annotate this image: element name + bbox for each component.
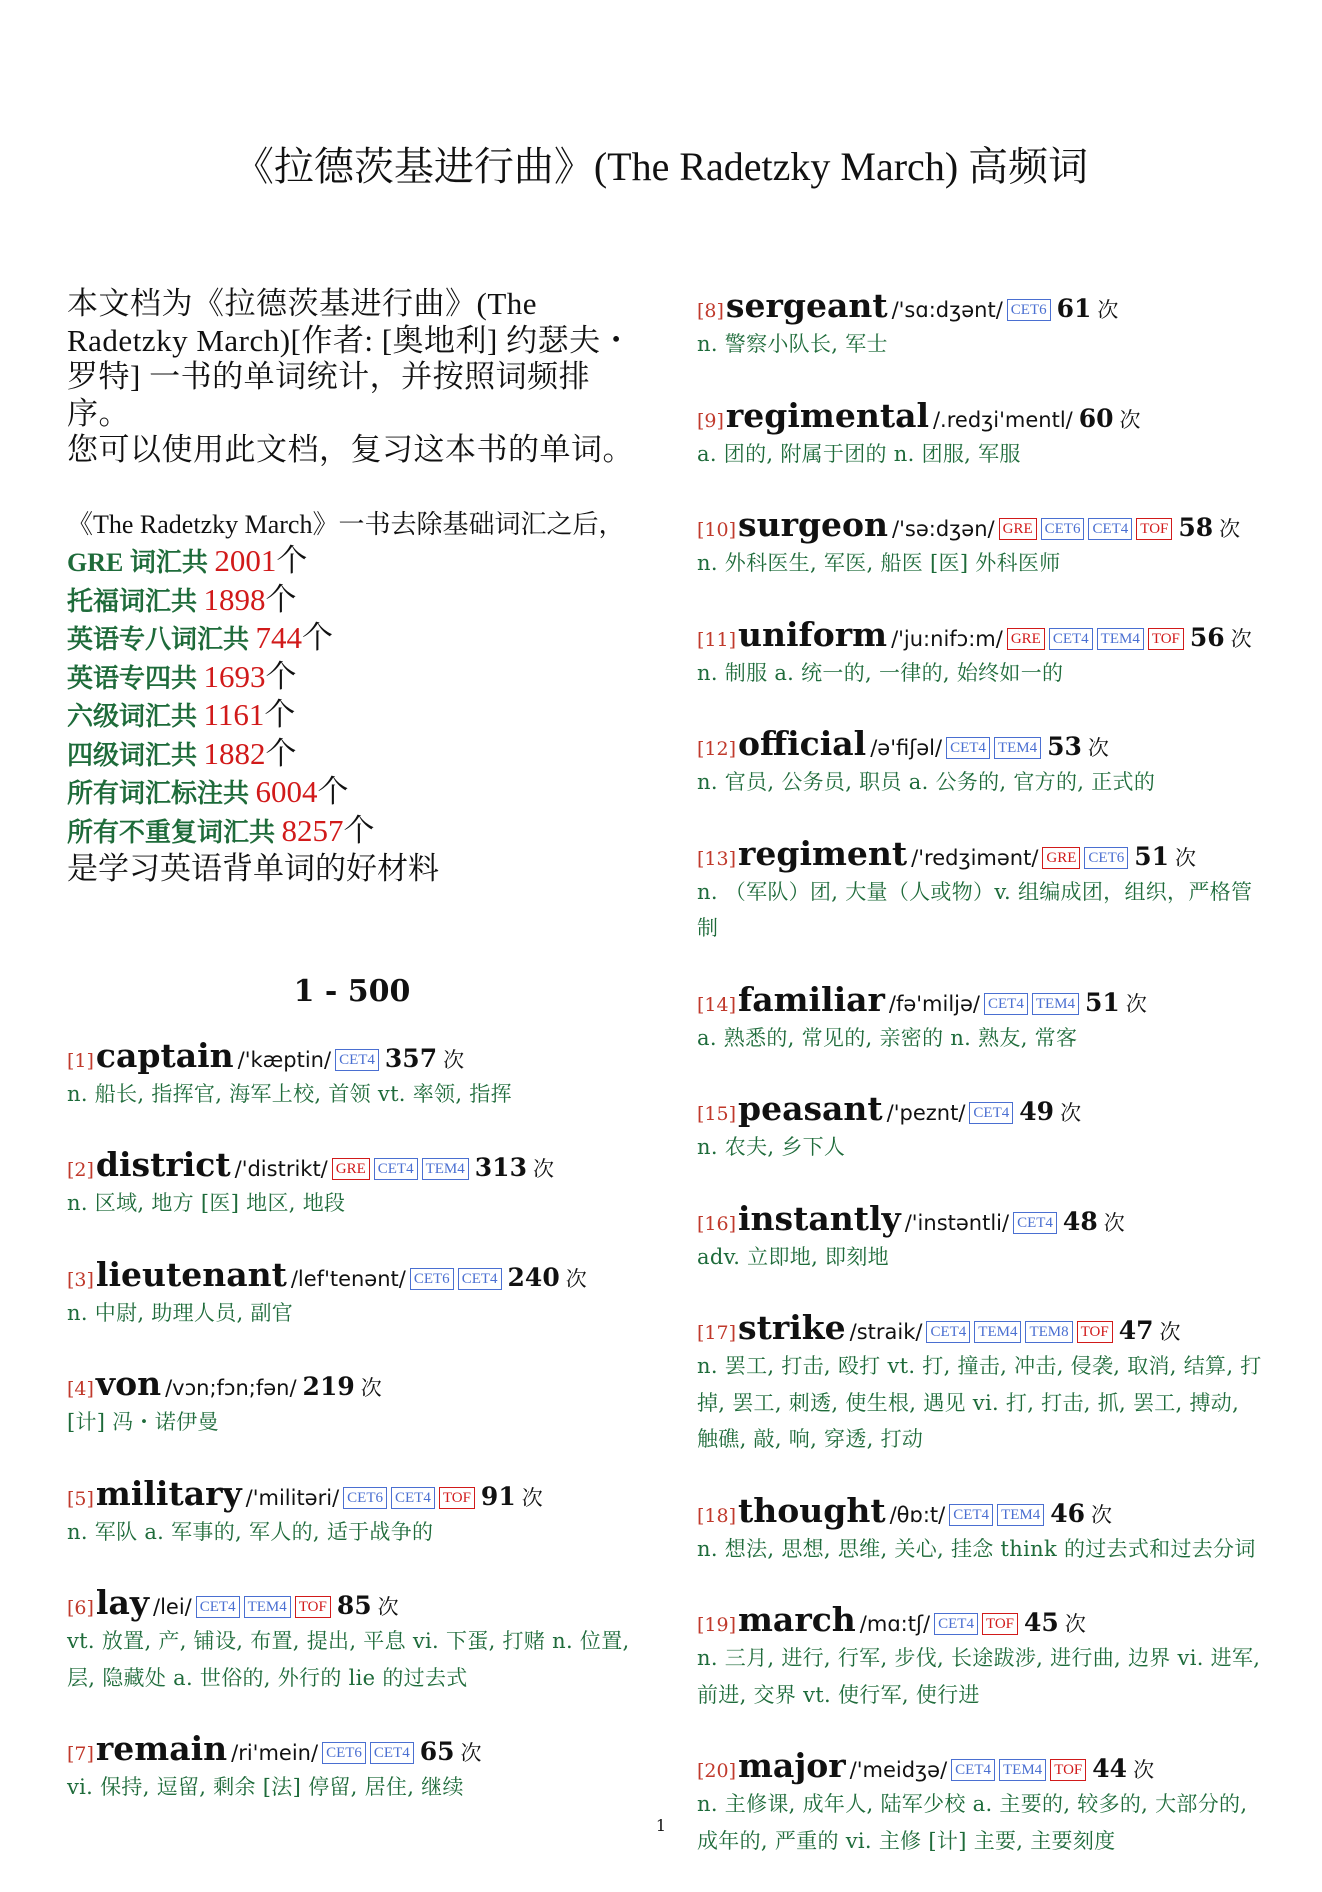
entry-phonetic: /lei/	[153, 1595, 192, 1619]
entry-list-left	[67, 1036, 637, 1806]
level-tag: TEM4	[422, 1158, 469, 1180]
stats-mid: 共	[171, 702, 204, 731]
entry-index: [9]	[697, 409, 724, 432]
level-tag: CET4	[1049, 628, 1093, 650]
entry-word: regimental	[725, 395, 929, 435]
entry-count: 48	[1062, 1206, 1098, 1236]
entry-definition: n. 警察小队长, 军士	[697, 332, 888, 356]
word-entry	[697, 1199, 1267, 1276]
entry-definition: n. 三月, 进行, 行军, 步伐, 长途跋涉, 进行曲, 边界 vi. 进军, 前进, 交界 vt. 使行军, 使行进	[697, 1646, 1261, 1707]
entry-head	[697, 1491, 1267, 1531]
entry-phonetic: /ri'mein/	[231, 1741, 319, 1765]
word-entry	[67, 1474, 637, 1551]
entry-index: [5]	[67, 1487, 94, 1510]
entry-definition: n. 制服 a. 统一的, 一律的, 始终如一的	[697, 660, 1064, 685]
entry-unit: 次	[1219, 517, 1241, 541]
entry-count: 51	[1085, 987, 1120, 1017]
level-tag: CET4	[335, 1049, 379, 1071]
level-tag: TOF	[295, 1596, 331, 1618]
word-entry	[697, 615, 1267, 692]
entry-unit: 次	[443, 1047, 465, 1072]
entry-word: von	[95, 1364, 162, 1403]
stats-suffix: 个	[264, 697, 296, 732]
left-column	[67, 286, 637, 1839]
entry-definition: a. 团的, 附属于团的 n. 团服, 军服	[697, 441, 1021, 466]
entry-count: 49	[1019, 1097, 1055, 1126]
word-entry	[697, 1308, 1267, 1458]
level-tag: CET4	[951, 1759, 995, 1781]
entry-head	[697, 505, 1267, 545]
stats-suffix: 个	[265, 581, 297, 617]
entry-index: [12]	[697, 738, 737, 760]
entry-unit: 次	[1159, 1320, 1181, 1344]
intro-paragraph: 您可以使用此文档，复习这本书的单词。	[67, 432, 634, 467]
entry-unit: 次	[565, 1266, 587, 1291]
entry-word: peasant	[738, 1089, 883, 1128]
stats-suffix: 个	[302, 620, 334, 655]
stats-block	[67, 507, 637, 888]
stats-line	[67, 659, 637, 698]
entry-definition: n. 想法, 思想, 思维, 关心, 挂念 think 的过去式和过去分词	[697, 1536, 1256, 1561]
level-tag: GRE	[1042, 847, 1080, 869]
right-column	[697, 286, 1267, 1892]
entry-count: 85	[336, 1591, 372, 1620]
stats-suffix: 个	[265, 658, 297, 694]
stats-line	[67, 543, 637, 582]
entry-head	[697, 1199, 1267, 1239]
entry-index: [8]	[697, 300, 724, 322]
entry-phonetic: /'militəri/	[245, 1485, 340, 1510]
entry-word: lay	[95, 1583, 150, 1622]
entry-phonetic: /θɒ:t/	[889, 1502, 946, 1527]
word-entry	[697, 286, 1267, 363]
level-tag: CET4	[196, 1596, 240, 1618]
level-tag: TEM4	[244, 1596, 291, 1618]
entry-phonetic: /.redʒi'mentl/	[932, 407, 1073, 432]
stats-value: 744	[255, 620, 303, 655]
entry-unit: 次	[521, 1485, 543, 1510]
stats-line	[67, 582, 637, 621]
intro-paragraph: 本文档为《拉德茨基进行曲》(The Radetzky March)[作者: [奥地利] 约瑟夫・罗特] 一书的单词统计，并按照词频排序。	[67, 286, 633, 431]
page-number: 1	[655, 1816, 667, 1835]
page-title: 《拉德茨基进行曲》(The Radetzky March) 高频词	[233, 144, 1089, 189]
entry-phonetic: /'sɑ:dʒənt/	[891, 298, 1003, 322]
entry-head	[67, 1364, 637, 1404]
entry-count: 91	[480, 1481, 516, 1511]
entry-index: [2]	[67, 1159, 94, 1181]
level-tag: CET4	[984, 993, 1028, 1015]
level-tag: CET4	[946, 737, 990, 759]
level-tag: CET6	[410, 1268, 454, 1290]
entry-unit: 次	[1087, 736, 1109, 760]
stats-mid: 共	[223, 779, 256, 808]
entry-count: 240	[507, 1262, 560, 1292]
level-tag: GRE	[332, 1158, 370, 1180]
entry-head	[67, 1255, 637, 1295]
stats-label: 英语专四	[67, 663, 172, 693]
entry-count: 60	[1078, 403, 1114, 433]
word-entry	[67, 1583, 637, 1696]
entry-word: instantly	[738, 1198, 901, 1238]
entry-unit: 次	[1060, 1101, 1082, 1125]
level-tag: CET4	[1088, 518, 1132, 540]
level-tag: CET4	[391, 1487, 435, 1509]
entry-head	[697, 1308, 1267, 1348]
entry-phonetic: /'distrikt/	[234, 1157, 328, 1181]
entry-definition: a. 熟悉的, 常见的, 亲密的 n. 熟友, 常客	[697, 1025, 1078, 1050]
stats-label: 所有词汇标注	[67, 779, 224, 808]
stats-line	[67, 736, 637, 775]
entry-unit: 次	[1133, 1758, 1155, 1782]
stats-line	[67, 697, 637, 736]
entry-count: 51	[1134, 841, 1170, 871]
entry-phonetic: /straik/	[849, 1320, 923, 1344]
stats-mid: 共	[171, 740, 204, 770]
level-tag: TEM4	[974, 1321, 1021, 1343]
entry-index: [1]	[67, 1049, 94, 1072]
entry-index: [6]	[67, 1597, 94, 1619]
level-tag: TEM4	[997, 1504, 1044, 1526]
stats-line	[67, 774, 637, 813]
entry-count: 45	[1024, 1608, 1059, 1637]
entry-head	[697, 834, 1267, 874]
entry-definition: n. 农夫, 乡下人	[697, 1135, 846, 1159]
word-entry	[67, 1364, 637, 1441]
entry-index: [10]	[697, 519, 737, 541]
entry-head	[697, 724, 1267, 764]
stats-lead: 《The Radetzky March》一书去除基础词汇之后，	[67, 509, 625, 539]
word-entry	[67, 1145, 637, 1222]
entry-phonetic: /vɔn;fɔn;fən/	[165, 1376, 297, 1400]
entry-index: [16]	[697, 1212, 737, 1235]
stats-value: 1898	[203, 581, 266, 617]
entry-definition: n. （军队）团, 大量（人或物）v. 组编成团，组织，严格管制	[697, 879, 1253, 940]
word-entry	[67, 1036, 637, 1113]
entry-index: [11]	[697, 628, 737, 651]
entry-definition: n. 区域, 地方 [医] 地区, 地段	[67, 1191, 346, 1215]
stats-suffix: 个	[317, 774, 349, 809]
entry-phonetic: /fə'miljə/	[888, 991, 981, 1016]
word-entry	[697, 505, 1267, 582]
intro	[67, 286, 637, 469]
entry-head	[697, 1600, 1267, 1640]
level-tag: TOF	[1050, 1759, 1086, 1781]
entry-count: 46	[1050, 1498, 1086, 1528]
stats-mid: 共	[171, 663, 204, 693]
entry-head	[697, 615, 1267, 655]
word-entry	[67, 1729, 637, 1806]
level-tag: TEM4	[994, 737, 1041, 759]
word-entry	[697, 724, 1267, 801]
entry-head	[697, 980, 1267, 1020]
stats-suffix: 个	[276, 543, 308, 578]
stats-label: GRE 词汇	[67, 548, 182, 577]
word-entry	[697, 1600, 1267, 1713]
entry-phonetic: /'peznt/	[886, 1101, 966, 1125]
entry-head	[67, 1729, 637, 1769]
entry-unit: 次	[1103, 1210, 1125, 1235]
entry-word: military	[95, 1473, 242, 1513]
entry-unit: 次	[377, 1595, 399, 1619]
entry-word: official	[738, 724, 867, 763]
stats-value: 2001	[214, 543, 277, 578]
entry-phonetic: /'ju:nifɔ:m/	[891, 626, 1003, 651]
word-entry	[697, 834, 1267, 947]
stats-tail: 是学习英语背单词的好材料	[67, 851, 439, 886]
level-tag: TOF	[439, 1487, 475, 1509]
entry-definition: n. 罢工, 打击, 殴打 vt. 打, 撞击, 冲击, 侵袭, 取消, 结算, 打掉, 罢工, 刺透, 使生根, 遇见 vi. 打, 打击, 抓, 罢工, 搏动, 触礁, 敲, 响, 穿透, 打动	[697, 1354, 1262, 1451]
stats-mid: 共	[249, 817, 282, 847]
entry-head	[67, 1474, 637, 1514]
word-entry	[697, 396, 1267, 473]
entry-definition: [计] 冯・诺伊曼	[67, 1410, 219, 1434]
entry-word: familiar	[738, 979, 885, 1019]
stats-label: 托福词汇	[67, 586, 172, 616]
stats-value: 1693	[203, 658, 266, 694]
entry-head	[697, 1746, 1267, 1786]
word-entry	[697, 1746, 1267, 1859]
level-tag: GRE	[999, 518, 1037, 540]
level-tag: CET4	[949, 1504, 993, 1526]
entry-definition: n. 外科医生, 军医, 船医 [医] 外科医师	[697, 551, 1061, 575]
level-tag: TEM8	[1025, 1321, 1072, 1343]
level-tag: CET6	[1007, 299, 1051, 321]
level-tag: TOF	[1077, 1321, 1113, 1343]
level-tag: CET4	[370, 1742, 414, 1764]
entry-definition: vi. 保持, 逗留, 剩余 [法] 停留, 居住, 继续	[67, 1775, 464, 1799]
stats-mid: 共	[171, 586, 204, 616]
level-tag: TEM4	[1097, 628, 1144, 650]
entry-unit: 次	[1091, 1502, 1113, 1527]
stats-value: 8257	[281, 812, 344, 848]
entry-count: 219	[302, 1372, 355, 1401]
stats-suffix: 个	[265, 735, 297, 771]
level-tag: CET4	[969, 1102, 1013, 1124]
entry-phonetic: /'redʒimənt/	[911, 845, 1039, 870]
entry-word: surgeon	[738, 505, 889, 544]
entry-unit: 次	[1175, 845, 1197, 870]
stats-list	[67, 543, 637, 851]
word-entry	[697, 1491, 1267, 1568]
entry-word: uniform	[738, 614, 888, 654]
stats-mid: 共	[223, 625, 256, 654]
entry-unit: 次	[1064, 1612, 1086, 1636]
entry-phonetic: /'kæptin/	[237, 1047, 332, 1072]
entry-definition: n. 船长, 指挥官, 海军上校, 首领 vt. 率领, 指挥	[67, 1081, 512, 1106]
entry-definition: vt. 放置, 产, 铺设, 布置, 提出, 平息 vi. 下蛋, 打赌 n. 位置, 层, 隐藏处 a. 世俗的, 外行的 lie 的过去式	[67, 1629, 630, 1690]
stats-value: 1161	[203, 697, 265, 732]
entry-word: regiment	[738, 833, 908, 873]
level-tag: CET4	[1013, 1212, 1057, 1234]
stats-label: 四级词汇	[67, 740, 172, 770]
entry-phonetic: /ə'fiʃəl/	[870, 736, 943, 760]
level-tag: TOF	[982, 1613, 1018, 1635]
entry-index: [17]	[697, 1322, 737, 1344]
level-tag: CET6	[1041, 518, 1085, 540]
entry-count: 56	[1189, 622, 1225, 652]
entry-index: [3]	[67, 1268, 94, 1291]
entry-unit: 次	[532, 1157, 554, 1181]
entry-word: strike	[738, 1308, 846, 1347]
stats-value: 1882	[203, 735, 266, 771]
entry-count: 58	[1178, 513, 1214, 542]
entry-definition: n. 主修课, 成年人, 陆军少校 a. 主要的, 较多的, 大部分的, 成年的, 严重的 vi. 主修 [计] 主要, 主要刻度	[697, 1792, 1248, 1853]
entry-phonetic: /lef'tenənt/	[290, 1266, 406, 1291]
level-tag: TOF	[1136, 518, 1172, 540]
entry-unit: 次	[1097, 298, 1119, 322]
entry-word: district	[95, 1145, 231, 1184]
entry-head	[697, 286, 1267, 326]
entry-definition: n. 中尉, 助理人员, 副官	[67, 1300, 294, 1325]
entry-definition: n. 官员, 公务员, 职员 a. 公务的, 官方的, 正式的	[697, 770, 1156, 794]
level-tag: TEM4	[1032, 993, 1079, 1015]
entry-definition: adv. 立即地, 即刻地	[697, 1244, 889, 1269]
entry-word: remain	[95, 1729, 228, 1768]
entry-phonetic: /'sə:dʒən/	[892, 517, 995, 541]
entry-phonetic: /mɑ:tʃ/	[859, 1612, 931, 1636]
word-entry	[697, 1089, 1267, 1166]
entry-word: march	[738, 1600, 856, 1639]
entry-word: lieutenant	[95, 1254, 287, 1294]
entry-unit: 次	[460, 1741, 482, 1765]
entry-head	[67, 1036, 637, 1076]
word-entry	[697, 980, 1267, 1057]
level-tag: TOF	[1148, 628, 1184, 650]
entry-count: 313	[474, 1153, 527, 1182]
entry-index: [19]	[697, 1614, 737, 1636]
entry-index: [7]	[67, 1743, 94, 1765]
entry-index: [14]	[697, 993, 737, 1016]
entry-count: 61	[1056, 294, 1092, 323]
entry-phonetic: /'meidʒə/	[849, 1758, 948, 1782]
entry-count: 65	[419, 1737, 455, 1766]
level-tag: CET6	[1084, 847, 1128, 869]
entry-unit: 次	[1230, 626, 1252, 651]
stats-line	[67, 813, 637, 852]
entry-count: 47	[1118, 1316, 1154, 1345]
entry-phonetic: /'instəntli/	[904, 1210, 1010, 1235]
entry-head	[697, 1089, 1267, 1129]
word-entry	[67, 1255, 637, 1332]
entry-unit: 次	[1125, 991, 1147, 1016]
level-tag: CET4	[926, 1321, 970, 1343]
level-tag: CET6	[322, 1742, 366, 1764]
entry-word: thought	[738, 1490, 886, 1530]
range-heading: 1 - 500	[293, 973, 411, 1009]
entry-list-right	[697, 286, 1267, 1859]
entry-index: [18]	[697, 1504, 737, 1527]
entry-head	[67, 1145, 637, 1185]
stats-label: 六级词汇	[67, 702, 172, 731]
stats-line	[67, 620, 637, 659]
stats-value: 6004	[255, 774, 318, 809]
stats-mid: 共	[181, 548, 215, 577]
stats-label: 所有不重复词汇	[67, 817, 250, 847]
entry-count: 357	[384, 1043, 438, 1073]
entry-unit: 次	[1119, 407, 1141, 432]
entry-word: sergeant	[725, 286, 888, 325]
level-tag: CET4	[374, 1158, 418, 1180]
entry-word: captain	[95, 1035, 234, 1075]
level-tag: GRE	[1007, 628, 1045, 650]
entry-word: major	[738, 1746, 846, 1785]
entry-index: [15]	[697, 1103, 737, 1125]
level-tag: CET4	[458, 1268, 502, 1290]
level-tag: TEM4	[999, 1759, 1046, 1781]
entry-unit: 次	[360, 1376, 382, 1400]
stats-suffix: 个	[343, 812, 375, 848]
level-tag: CET6	[343, 1487, 387, 1509]
entry-count: 53	[1047, 732, 1082, 761]
entry-index: [4]	[67, 1378, 94, 1400]
entry-count: 44	[1092, 1754, 1128, 1783]
entry-definition: n. 军队 a. 军事的, 军人的, 适于战争的	[67, 1519, 434, 1544]
stats-label: 英语专八词汇	[67, 625, 224, 654]
entry-head	[697, 396, 1267, 436]
level-tag: CET4	[934, 1613, 978, 1635]
entry-index: [20]	[697, 1760, 737, 1782]
entry-head	[67, 1583, 637, 1623]
entry-index: [13]	[697, 847, 737, 870]
